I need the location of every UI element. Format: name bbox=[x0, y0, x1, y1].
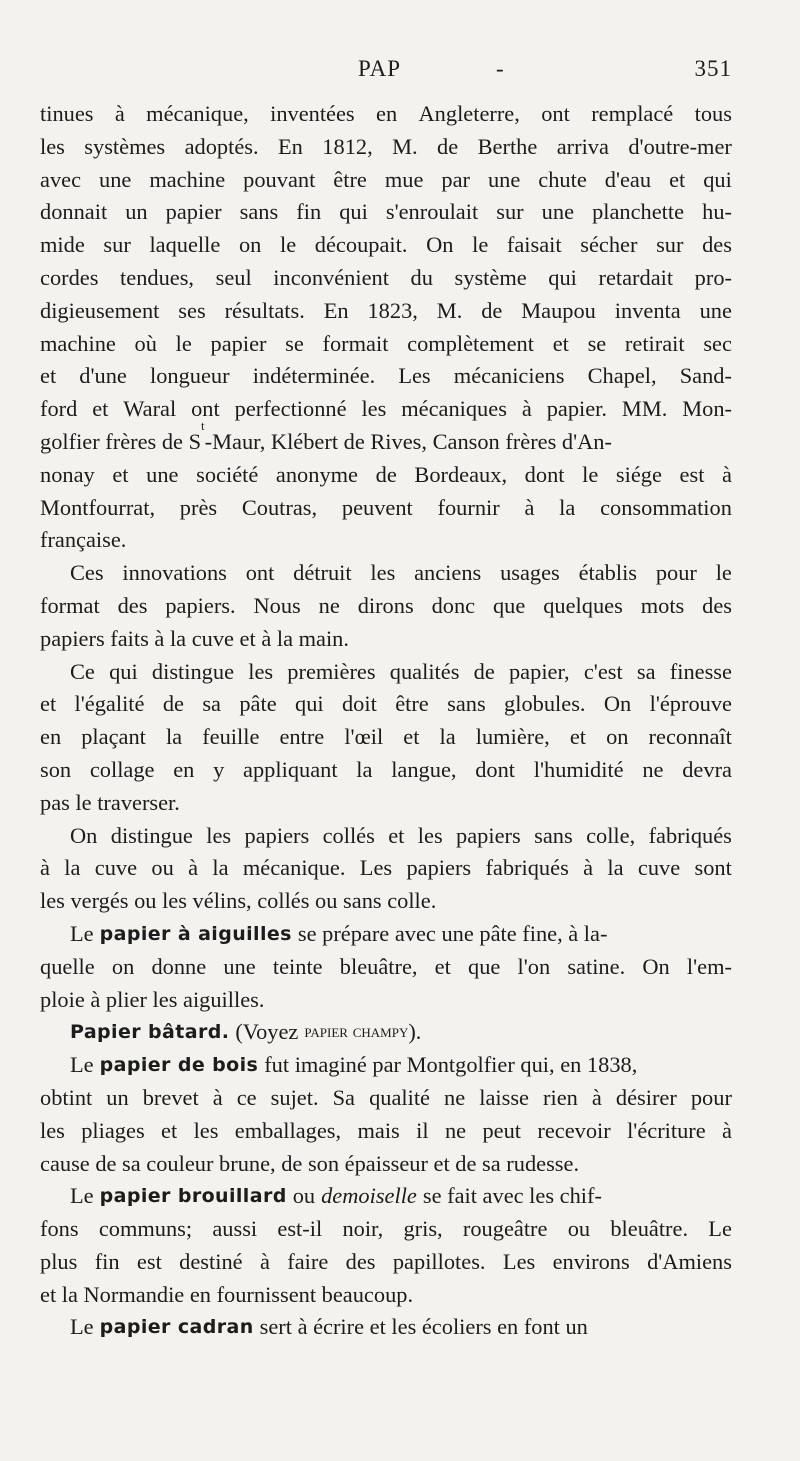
text-line: donnait un papier sans fin qui s'enroulait sur une planchette hu- bbox=[40, 199, 732, 225]
text-fragment: (Voyez bbox=[235, 1019, 299, 1045]
entry-term: Papier bâtard. bbox=[70, 1021, 230, 1044]
text-fragment: Le bbox=[70, 1183, 94, 1209]
text-fragment: se prépare avec une pâte fine, à la- bbox=[297, 920, 608, 946]
text-fragment: Le bbox=[70, 1314, 94, 1340]
text-line: et d'une longueur indéterminée. Les mécaniciens Chapel, Sand- bbox=[40, 363, 732, 389]
text-line: française. bbox=[40, 527, 127, 553]
text-line: Ces innovations ont détruit les anciens usages établis pour le bbox=[70, 560, 732, 586]
text-line: digieusement ses résultats. En 1823, M. de Maupou inventa une bbox=[40, 297, 732, 323]
text-line bbox=[40, 1049, 732, 1082]
text-line bbox=[40, 1180, 732, 1213]
superscript: t bbox=[201, 417, 205, 433]
entry-term: papier cadran bbox=[99, 1316, 254, 1339]
text-line: à la cuve ou à la mécanique. Les papiers fabriqués à la cuve sont bbox=[40, 855, 732, 881]
running-head bbox=[40, 56, 732, 90]
entry-term: papier de bois bbox=[99, 1054, 259, 1077]
text-fragment: se fait avec les chif- bbox=[422, 1183, 602, 1209]
text-line bbox=[40, 1311, 732, 1344]
text-line: pas le traverser. bbox=[40, 789, 180, 815]
text-line: format des papiers. Nous ne dirons donc que quelques mots des bbox=[40, 592, 732, 618]
text-line: obtint un brevet à ce sujet. Sa qualité ne laisse rien à désirer pour bbox=[40, 1084, 732, 1110]
text-line bbox=[40, 1016, 732, 1049]
text-line: ford et Waral ont perfectionné les mécaniques à papier. MM. Mon- bbox=[40, 396, 732, 422]
text-line: tinues à mécanique, inventées en Angleterre, ont remplacé tous bbox=[40, 101, 732, 126]
text-fragment: fut imaginé par Montgolfier qui, en 1838, bbox=[264, 1052, 638, 1078]
text-fragment: ). bbox=[408, 1019, 422, 1045]
text-line: mide sur laquelle on le découpait. On le faisait sécher sur des bbox=[40, 232, 732, 258]
entry-term: papier brouillard bbox=[99, 1185, 287, 1208]
running-head-dash: - bbox=[496, 56, 505, 81]
body-text bbox=[40, 98, 732, 1344]
text-line bbox=[40, 417, 732, 459]
text-fragment: sert à écrire et les écoliers en font un bbox=[259, 1314, 588, 1340]
text-line: cordes tendues, seul inconvénient du système qui retardait pro- bbox=[40, 264, 732, 290]
text-fragment: Le bbox=[70, 1052, 94, 1078]
text-line: les pliages et les emballages, mais il ne peut recevoir l'écriture à bbox=[40, 1117, 732, 1143]
text-line: cause de sa couleur brune, de son épaisseur et de sa rudesse. bbox=[40, 1150, 580, 1176]
text-line: nonay et une société anonyme de Bordeaux, dont le siége est à bbox=[40, 461, 732, 487]
running-head-title: PAP bbox=[358, 56, 402, 81]
text-line: Montfourrat, près Coutras, peuvent fournir à la consommation bbox=[40, 494, 732, 520]
text-line: plus fin est destiné à faire des papillotes. Les environs d'Amiens bbox=[40, 1248, 732, 1274]
text-line: machine où le papier se formait complètement et se retirait sec bbox=[40, 330, 732, 356]
text-line: les vergés ou les vélins, collés ou sans colle. bbox=[40, 888, 437, 914]
italic-term: demoiselle bbox=[321, 1183, 417, 1209]
text-fragment: ou bbox=[292, 1183, 316, 1209]
text-line: fons communs; aussi est-il noir, gris, rougeâtre ou bleuâtre. Le bbox=[40, 1216, 732, 1242]
text-line: et l'égalité de sa pâte qui doit être sans globules. On l'éprouve bbox=[40, 691, 732, 717]
text-line: les systèmes adoptés. En 1812, M. de Berthe arriva d'outre-mer bbox=[40, 133, 732, 159]
cross-reference: papier champy bbox=[304, 1021, 409, 1043]
entry-term: papier à aiguilles bbox=[99, 922, 292, 945]
text-line: Ce qui distingue les premières qualités de papier, c'est sa finesse bbox=[70, 658, 732, 684]
text-line: avec une machine pouvant être mue par une chute d'eau et qui bbox=[40, 166, 732, 192]
text-line: papiers faits à la cuve et à la main. bbox=[40, 625, 349, 651]
text-line bbox=[40, 918, 732, 951]
text-line: son collage en y appliquant la langue, dont l'humidité ne devra bbox=[40, 756, 732, 782]
text-line: en plaçant la feuille entre l'œil et la lumière, et on reconnaît bbox=[40, 724, 732, 750]
text-fragment: -Maur, Klébert de Rives, Canson frères d'An- bbox=[204, 428, 612, 454]
text-line: et la Normandie en fournissent beaucoup. bbox=[40, 1281, 414, 1307]
text-fragment: Le bbox=[70, 920, 94, 946]
text-line: ploie à plier les aiguilles. bbox=[40, 986, 265, 1012]
text-line: On distingue les papiers collés et les papiers sans colle, fabriqués bbox=[70, 822, 732, 848]
text-line: quelle on donne une teinte bleuâtre, et que l'on satine. On l'em- bbox=[40, 953, 732, 979]
page-number: 351 bbox=[694, 56, 732, 81]
text-fragment: golfier frères de S bbox=[40, 428, 202, 454]
